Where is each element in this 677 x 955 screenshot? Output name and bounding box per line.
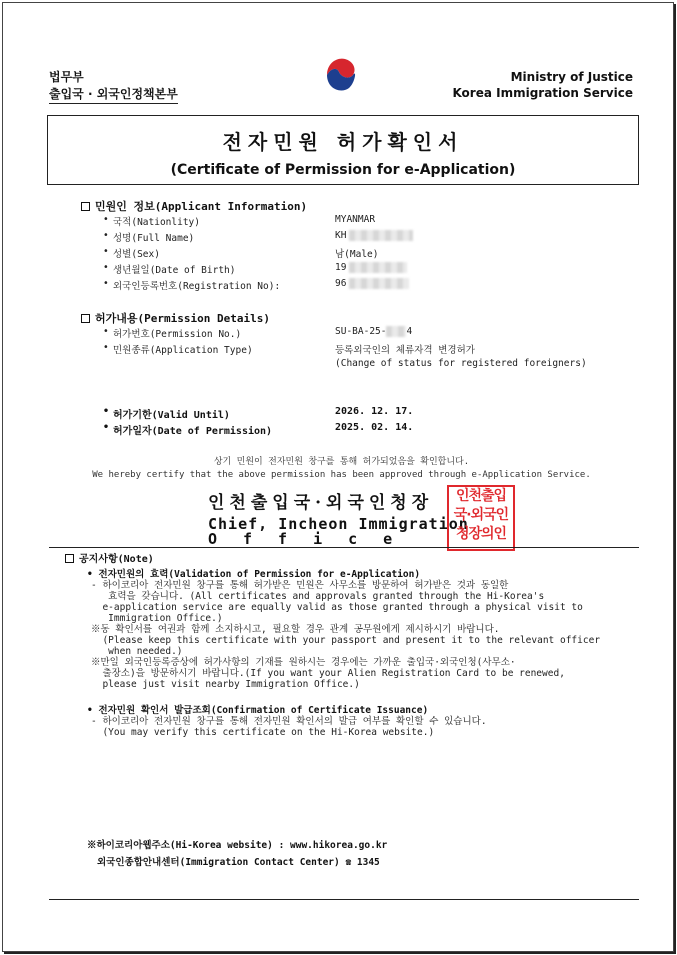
redaction-blur: [349, 262, 407, 273]
issuance-heading: • 전자민원 확인서 발급조회(Confirmation of Certificate Issuance): [87, 705, 429, 716]
checkbox-square-icon: [81, 314, 90, 323]
valid-until-label: 허가기한(Valid Until): [113, 410, 230, 421]
notes-heading: 공지사항(Note): [65, 550, 154, 565]
hikorea-website: ※하이코리아웹주소(Hi-Korea website) : www.hikorea.go.kr: [87, 840, 388, 851]
redaction-blur: [349, 278, 409, 289]
official-seal-stamp: 인천출입 국·외국인 청장의인: [447, 485, 515, 551]
date-of-permission-value: 2025. 02. 14.: [335, 422, 414, 433]
checkbox-square-icon: [81, 202, 90, 211]
date-of-permission-label: 허가일자(Date of Permission): [113, 426, 273, 437]
valid-until-row: [103, 406, 603, 420]
field-value: 남(Male): [335, 249, 379, 260]
field-label: 성별(Sex): [113, 249, 160, 260]
certify-statement-en: We hereby certify that the above permission has been approved through e-Application Service.: [92, 470, 591, 480]
applicant-section-heading: 민원인 정보(Applicant Information): [81, 198, 307, 214]
field-label: 생년월일(Date of Birth): [113, 265, 236, 276]
agency-ko: 출입국 · 외국인정책본부: [49, 86, 178, 104]
agency-en: Korea Immigration Service: [452, 86, 633, 100]
ministry-ko: 법무부: [49, 70, 84, 84]
issuer-name-korean: 인천출입국·외국인청장: [208, 493, 434, 513]
permission-section-heading: 허가내용(Permission Details): [81, 310, 270, 326]
footer-divider-line: [49, 899, 639, 900]
date-of-permission-row: [103, 422, 603, 436]
validation-heading: • 전자민원의 효력(Validation of Permission for e-Application): [87, 569, 421, 580]
bullet-icon: •: [103, 230, 109, 241]
field-value-redacted: SU-BA-25- 4: [335, 326, 413, 337]
ministry-en: Ministry of Justice: [510, 70, 633, 84]
field-value-english: (Change of status for registered foreigners): [335, 358, 587, 369]
immigration-contact-center: 외국인종합안내센터(Immigration Contact Center) ☎ 1345: [97, 857, 380, 868]
divider-line: [49, 547, 639, 548]
applicant-field-registration-no: [103, 278, 603, 292]
certificate-page: [2, 2, 674, 952]
checkbox-square-icon: [65, 554, 74, 563]
field-label: 성명(Full Name): [113, 233, 195, 244]
bullet-icon: •: [103, 422, 110, 433]
bullet-icon: •: [103, 262, 109, 273]
bullet-icon: •: [103, 342, 109, 353]
applicant-field-name: [103, 230, 603, 244]
validation-notes: - 하이코리아 전자민원 창구를 통해 허가받은 민원은 사무소를 방문하여 허가받은 것과 동일한 효력을 갖습니다. (All certificates and approvals granted through the Hi-Korea's e-application service are equally valid as those granted through a physical visit to Immigration Office.) ※동 확인서를 여권과 함께 소지하시고, 필요할 경우 관계 공무원에게 제시하시기 바랍니다. (Please keep this certificate with your passport and present it to the relevant officer when needed.) ※만일 외국인등록증상에 허가사항의 기재를 원하시는 경우에는 가까운 출입국·외국인청(사무소· 출장소)을 방문하시기 바랍니다.(If you want your Alien Registration Card to be renewed, please just visit nearby Immigration Office.): [91, 580, 601, 690]
field-label: 민원종류(Application Type): [113, 345, 253, 356]
field-value-redacted: 96: [335, 278, 409, 289]
issuer-name-english-line1: Chief, Incheon Immigration: [208, 515, 469, 533]
field-label: 허가번호(Permission No.): [113, 329, 242, 340]
field-label: 외국인등록번호(Registration No):: [113, 281, 281, 292]
permission-field-application-type: [103, 342, 603, 372]
issuance-notes: - 하이코리아 전자민원 창구를 통해 전자민원 확인서의 발급 여부를 확인할 수 있습니다. (You may verify this certificate on the Hi-Korea website.): [91, 716, 487, 738]
field-value-redacted: KH: [335, 230, 413, 241]
applicant-field-dob: [103, 262, 603, 276]
redaction-blur: [386, 326, 406, 337]
certify-statement-ko: 상기 민원이 전자민원 창구를 통해 허가되었음을 확인합니다.: [213, 457, 470, 467]
field-label: 국적(Nationlity): [113, 217, 200, 228]
field-value: 등록외국인의 체류자격 변경허가: [335, 345, 475, 356]
valid-until-value: 2026. 12. 17.: [335, 406, 414, 417]
issuing-organization-ko: [49, 69, 178, 104]
korea-government-emblem-icon: [321, 53, 363, 95]
applicant-field-sex: [103, 246, 603, 260]
bullet-icon: •: [103, 278, 109, 289]
bullet-icon: •: [103, 326, 109, 337]
title-english: (Certificate of Permission for e-Application): [170, 162, 516, 178]
issuer-name-english-line2: Office: [208, 530, 419, 548]
bullet-icon: •: [103, 406, 110, 417]
redaction-blur: [349, 230, 413, 241]
permission-field-number: [103, 326, 603, 340]
applicant-field-nationality: [103, 214, 603, 228]
title-box: [47, 115, 639, 185]
bullet-icon: •: [103, 246, 109, 257]
issuing-organization-en: [452, 69, 633, 101]
bullet-icon: •: [103, 214, 109, 225]
field-value-redacted: 19: [335, 262, 407, 273]
title-korean: 전자민원 허가확인서: [222, 130, 464, 154]
field-value: MYANMAR: [335, 214, 376, 225]
